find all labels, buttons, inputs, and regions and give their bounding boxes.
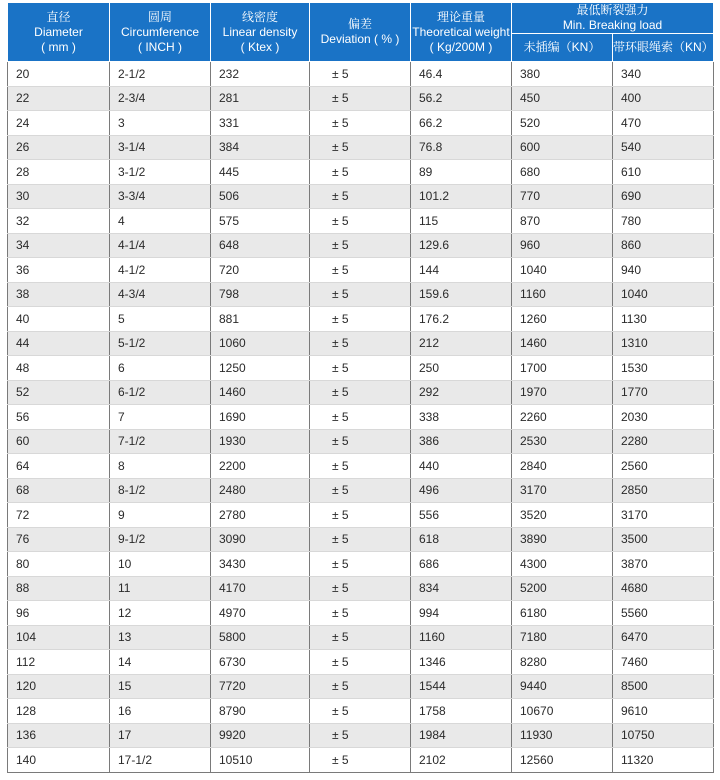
cell-breaking-unspliced: 4300: [512, 552, 613, 577]
cell-weight: 440: [411, 454, 512, 479]
cell-diameter: 120: [8, 674, 110, 699]
table-row: [8, 601, 714, 626]
table-row: [8, 282, 714, 307]
cell-diameter: 28: [8, 160, 110, 185]
cell-breaking-eye-splice: 610: [613, 160, 714, 185]
table-row: [8, 454, 714, 479]
cell-deviation: ± 5: [310, 209, 411, 234]
cell-linear-density: 2480: [211, 478, 310, 503]
cell-breaking-unspliced: 2260: [512, 405, 613, 430]
cell-linear-density: 3430: [211, 552, 310, 577]
header-breaking-unspliced: 未插编（KN）: [512, 34, 613, 62]
cell-breaking-unspliced: 1260: [512, 307, 613, 332]
cell-deviation: ± 5: [310, 282, 411, 307]
table-row: [8, 160, 714, 185]
cell-linear-density: 1690: [211, 405, 310, 430]
cell-breaking-unspliced: 1970: [512, 380, 613, 405]
header-circumference-en: Circumference: [120, 24, 200, 39]
cell-breaking-unspliced: 7180: [512, 625, 613, 650]
cell-breaking-eye-splice: 690: [613, 184, 714, 209]
cell-breaking-eye-splice: 780: [613, 209, 714, 234]
cell-weight: 1160: [411, 625, 512, 650]
cell-circumference: 14: [110, 650, 211, 675]
cell-linear-density: 720: [211, 258, 310, 283]
table-row: [8, 86, 714, 111]
table-row: [8, 552, 714, 577]
cell-deviation: ± 5: [310, 233, 411, 258]
cell-linear-density: 232: [211, 62, 310, 87]
cell-breaking-unspliced: 380: [512, 62, 613, 87]
cell-circumference: 12: [110, 601, 211, 626]
cell-circumference: 4-1/4: [110, 233, 211, 258]
header-linear-density-cn: 线密度: [241, 9, 278, 24]
table-row: [8, 527, 714, 552]
cell-breaking-eye-splice: 340: [613, 62, 714, 87]
header-circumference-unit: ( INCH ): [138, 39, 182, 54]
cell-breaking-eye-splice: 3170: [613, 503, 714, 528]
cell-deviation: ± 5: [310, 111, 411, 136]
cell-breaking-eye-splice: 10750: [613, 723, 714, 748]
table-row: [8, 135, 714, 160]
cell-breaking-unspliced: 1040: [512, 258, 613, 283]
cell-breaking-eye-splice: 1310: [613, 331, 714, 356]
cell-linear-density: 331: [211, 111, 310, 136]
cell-diameter: 112: [8, 650, 110, 675]
cell-breaking-unspliced: 3170: [512, 478, 613, 503]
cell-weight: 834: [411, 576, 512, 601]
cell-breaking-eye-splice: 6470: [613, 625, 714, 650]
cell-deviation: ± 5: [310, 454, 411, 479]
cell-circumference: 3: [110, 111, 211, 136]
cell-breaking-unspliced: 8280: [512, 650, 613, 675]
cell-circumference: 6: [110, 356, 211, 381]
cell-weight: 250: [411, 356, 512, 381]
cell-deviation: ± 5: [310, 723, 411, 748]
cell-circumference: 10: [110, 552, 211, 577]
cell-deviation: ± 5: [310, 601, 411, 626]
cell-circumference: 17-1/2: [110, 748, 211, 773]
cell-deviation: ± 5: [310, 552, 411, 577]
cell-breaking-unspliced: 450: [512, 86, 613, 111]
cell-breaking-eye-splice: 2560: [613, 454, 714, 479]
cell-breaking-eye-splice: 1530: [613, 356, 714, 381]
cell-linear-density: 881: [211, 307, 310, 332]
cell-breaking-eye-splice: 11320: [613, 748, 714, 773]
cell-linear-density: 1930: [211, 429, 310, 454]
cell-breaking-unspliced: 3520: [512, 503, 613, 528]
cell-breaking-unspliced: 5200: [512, 576, 613, 601]
cell-weight: 89: [411, 160, 512, 185]
cell-deviation: ± 5: [310, 62, 411, 87]
header-diameter-cn: 直径: [46, 9, 71, 24]
cell-deviation: ± 5: [310, 478, 411, 503]
cell-linear-density: 445: [211, 160, 310, 185]
cell-weight: 1758: [411, 699, 512, 724]
header-deviation-cn: 偏差: [347, 17, 372, 31]
header-deviation-en: Deviation ( % ): [320, 32, 400, 46]
cell-weight: 101.2: [411, 184, 512, 209]
table-row: [8, 356, 714, 381]
cell-deviation: ± 5: [310, 160, 411, 185]
cell-diameter: 22: [8, 86, 110, 111]
table-row: [8, 380, 714, 405]
cell-breaking-unspliced: 960: [512, 233, 613, 258]
cell-breaking-unspliced: 1160: [512, 282, 613, 307]
cell-weight: 2102: [411, 748, 512, 773]
cell-breaking-eye-splice: 940: [613, 258, 714, 283]
header-deviation: [310, 3, 411, 62]
cell-circumference: 5: [110, 307, 211, 332]
cell-weight: 386: [411, 429, 512, 454]
cell-breaking-eye-splice: 8500: [613, 674, 714, 699]
cell-deviation: ± 5: [310, 748, 411, 773]
cell-diameter: 76: [8, 527, 110, 552]
cell-diameter: 80: [8, 552, 110, 577]
header-diameter-unit: ( mm ): [41, 39, 76, 54]
cell-breaking-unspliced: 6180: [512, 601, 613, 626]
cell-breaking-eye-splice: 1130: [613, 307, 714, 332]
header-breaking-cn: 最低断裂强力: [576, 3, 649, 17]
cell-deviation: ± 5: [310, 650, 411, 675]
table-row: [8, 331, 714, 356]
cell-linear-density: 10510: [211, 748, 310, 773]
cell-linear-density: 5800: [211, 625, 310, 650]
cell-deviation: ± 5: [310, 429, 411, 454]
cell-breaking-unspliced: 2840: [512, 454, 613, 479]
cell-diameter: 36: [8, 258, 110, 283]
cell-linear-density: 384: [211, 135, 310, 160]
cell-deviation: ± 5: [310, 625, 411, 650]
header-circumference: [110, 3, 211, 62]
table-row: [8, 209, 714, 234]
cell-deviation: ± 5: [310, 405, 411, 430]
cell-linear-density: 648: [211, 233, 310, 258]
cell-weight: 1544: [411, 674, 512, 699]
cell-weight: 46.4: [411, 62, 512, 87]
cell-deviation: ± 5: [310, 503, 411, 528]
cell-weight: 115: [411, 209, 512, 234]
cell-linear-density: 506: [211, 184, 310, 209]
cell-circumference: 4-1/2: [110, 258, 211, 283]
table-row: [8, 503, 714, 528]
cell-weight: 496: [411, 478, 512, 503]
header-linear-density-unit: ( Ktex ): [240, 39, 280, 54]
cell-diameter: 38: [8, 282, 110, 307]
cell-circumference: 3-3/4: [110, 184, 211, 209]
cell-weight: 66.2: [411, 111, 512, 136]
cell-linear-density: 4170: [211, 576, 310, 601]
cell-breaking-unspliced: 9440: [512, 674, 613, 699]
table-body: [8, 62, 714, 773]
header-linear-density-en: Linear density: [222, 24, 298, 39]
cell-breaking-eye-splice: 3500: [613, 527, 714, 552]
cell-breaking-unspliced: 11930: [512, 723, 613, 748]
cell-diameter: 72: [8, 503, 110, 528]
cell-weight: 212: [411, 331, 512, 356]
header-diameter: [8, 3, 110, 62]
cell-linear-density: 6730: [211, 650, 310, 675]
cell-breaking-unspliced: 770: [512, 184, 613, 209]
cell-linear-density: 281: [211, 86, 310, 111]
cell-diameter: 60: [8, 429, 110, 454]
cell-deviation: ± 5: [310, 674, 411, 699]
cell-circumference: 6-1/2: [110, 380, 211, 405]
cell-circumference: 2-3/4: [110, 86, 211, 111]
cell-circumference: 15: [110, 674, 211, 699]
cell-diameter: 128: [8, 699, 110, 724]
cell-weight: 76.8: [411, 135, 512, 160]
table-row: [8, 699, 714, 724]
table-row: [8, 258, 714, 283]
cell-breaking-eye-splice: 1770: [613, 380, 714, 405]
table-row: [8, 111, 714, 136]
cell-deviation: ± 5: [310, 380, 411, 405]
cell-diameter: 104: [8, 625, 110, 650]
cell-breaking-eye-splice: 5560: [613, 601, 714, 626]
cell-breaking-unspliced: 1460: [512, 331, 613, 356]
cell-linear-density: 1460: [211, 380, 310, 405]
table-row: [8, 625, 714, 650]
cell-circumference: 3-1/2: [110, 160, 211, 185]
cell-weight: 338: [411, 405, 512, 430]
cell-diameter: 64: [8, 454, 110, 479]
cell-circumference: 4: [110, 209, 211, 234]
cell-circumference: 2-1/2: [110, 62, 211, 87]
cell-deviation: ± 5: [310, 356, 411, 381]
table-row: [8, 184, 714, 209]
cell-deviation: ± 5: [310, 576, 411, 601]
spec-table-container: [7, 2, 713, 773]
cell-breaking-unspliced: 12560: [512, 748, 613, 773]
cell-diameter: 32: [8, 209, 110, 234]
cell-diameter: 52: [8, 380, 110, 405]
cell-diameter: 56: [8, 405, 110, 430]
cell-diameter: 40: [8, 307, 110, 332]
cell-deviation: ± 5: [310, 331, 411, 356]
cell-diameter: 30: [8, 184, 110, 209]
cell-linear-density: 3090: [211, 527, 310, 552]
cell-weight: 686: [411, 552, 512, 577]
table-row: [8, 748, 714, 773]
cell-circumference: 5-1/2: [110, 331, 211, 356]
cell-breaking-unspliced: 3890: [512, 527, 613, 552]
cell-breaking-eye-splice: 2850: [613, 478, 714, 503]
header-diameter-en: Diameter: [34, 24, 83, 39]
cell-deviation: ± 5: [310, 527, 411, 552]
cell-breaking-unspliced: 680: [512, 160, 613, 185]
cell-diameter: 48: [8, 356, 110, 381]
cell-breaking-unspliced: 870: [512, 209, 613, 234]
cell-linear-density: 798: [211, 282, 310, 307]
cell-circumference: 8-1/2: [110, 478, 211, 503]
header-linear-density: [211, 3, 310, 62]
cell-breaking-unspliced: 1700: [512, 356, 613, 381]
table-row: [8, 674, 714, 699]
cell-circumference: 8: [110, 454, 211, 479]
cell-circumference: 17: [110, 723, 211, 748]
cell-breaking-unspliced: 600: [512, 135, 613, 160]
cell-diameter: 20: [8, 62, 110, 87]
cell-deviation: ± 5: [310, 258, 411, 283]
cell-weight: 129.6: [411, 233, 512, 258]
cell-weight: 994: [411, 601, 512, 626]
table-row: [8, 307, 714, 332]
table-row: [8, 233, 714, 258]
cell-weight: 159.6: [411, 282, 512, 307]
cell-breaking-eye-splice: 4680: [613, 576, 714, 601]
cell-diameter: 26: [8, 135, 110, 160]
cell-breaking-eye-splice: 1040: [613, 282, 714, 307]
cell-linear-density: 1250: [211, 356, 310, 381]
cell-breaking-eye-splice: 9610: [613, 699, 714, 724]
cell-deviation: ± 5: [310, 699, 411, 724]
table-header: [8, 3, 714, 62]
table-row: [8, 650, 714, 675]
cell-circumference: 3-1/4: [110, 135, 211, 160]
cell-circumference: 7-1/2: [110, 429, 211, 454]
cell-circumference: 7: [110, 405, 211, 430]
cell-linear-density: 8790: [211, 699, 310, 724]
cell-diameter: 136: [8, 723, 110, 748]
cell-linear-density: 7720: [211, 674, 310, 699]
cell-breaking-eye-splice: 470: [613, 111, 714, 136]
header-weight-unit: ( Kg/200M ): [429, 39, 493, 54]
cell-weight: 556: [411, 503, 512, 528]
cell-linear-density: 4970: [211, 601, 310, 626]
cell-breaking-eye-splice: 860: [613, 233, 714, 258]
cell-diameter: 140: [8, 748, 110, 773]
cell-breaking-eye-splice: 2280: [613, 429, 714, 454]
cell-weight: 1346: [411, 650, 512, 675]
cell-linear-density: 1060: [211, 331, 310, 356]
table-row: [8, 405, 714, 430]
cell-diameter: 44: [8, 331, 110, 356]
cell-diameter: 34: [8, 233, 110, 258]
cell-deviation: ± 5: [310, 135, 411, 160]
cell-circumference: 9-1/2: [110, 527, 211, 552]
cell-diameter: 96: [8, 601, 110, 626]
cell-linear-density: 575: [211, 209, 310, 234]
cell-circumference: 13: [110, 625, 211, 650]
table-row: [8, 429, 714, 454]
cell-deviation: ± 5: [310, 86, 411, 111]
cell-breaking-eye-splice: 540: [613, 135, 714, 160]
cell-weight: 618: [411, 527, 512, 552]
cell-circumference: 9: [110, 503, 211, 528]
cell-linear-density: 9920: [211, 723, 310, 748]
cell-weight: 292: [411, 380, 512, 405]
cell-breaking-eye-splice: 400: [613, 86, 714, 111]
header-breaking-eye-splice: 带环眼绳索（KN）: [613, 34, 714, 62]
table-row: [8, 576, 714, 601]
header-weight: [411, 3, 512, 62]
cell-deviation: ± 5: [310, 184, 411, 209]
cell-breaking-unspliced: 520: [512, 111, 613, 136]
cell-breaking-eye-splice: 7460: [613, 650, 714, 675]
cell-deviation: ± 5: [310, 307, 411, 332]
header-circumference-cn: 圆周: [147, 9, 172, 24]
cell-diameter: 68: [8, 478, 110, 503]
cell-circumference: 16: [110, 699, 211, 724]
cell-weight: 56.2: [411, 86, 512, 111]
cell-circumference: 4-3/4: [110, 282, 211, 307]
cell-weight: 144: [411, 258, 512, 283]
cell-breaking-eye-splice: 3870: [613, 552, 714, 577]
cell-weight: 176.2: [411, 307, 512, 332]
cell-diameter: 88: [8, 576, 110, 601]
cell-breaking-unspliced: 2530: [512, 429, 613, 454]
cell-diameter: 24: [8, 111, 110, 136]
cell-weight: 1984: [411, 723, 512, 748]
table-row: [8, 478, 714, 503]
cell-breaking-eye-splice: 2030: [613, 405, 714, 430]
header-weight-cn: 理论重量: [436, 9, 485, 24]
rope-spec-table: [7, 2, 714, 773]
table-row: [8, 723, 714, 748]
header-breaking-en: Min. Breaking load: [562, 18, 663, 32]
cell-breaking-unspliced: 10670: [512, 699, 613, 724]
header-weight-en: Theoretical weight: [412, 24, 510, 39]
cell-circumference: 11: [110, 576, 211, 601]
cell-linear-density: 2200: [211, 454, 310, 479]
header-breaking-load: [512, 3, 714, 34]
table-row: [8, 62, 714, 87]
cell-linear-density: 2780: [211, 503, 310, 528]
